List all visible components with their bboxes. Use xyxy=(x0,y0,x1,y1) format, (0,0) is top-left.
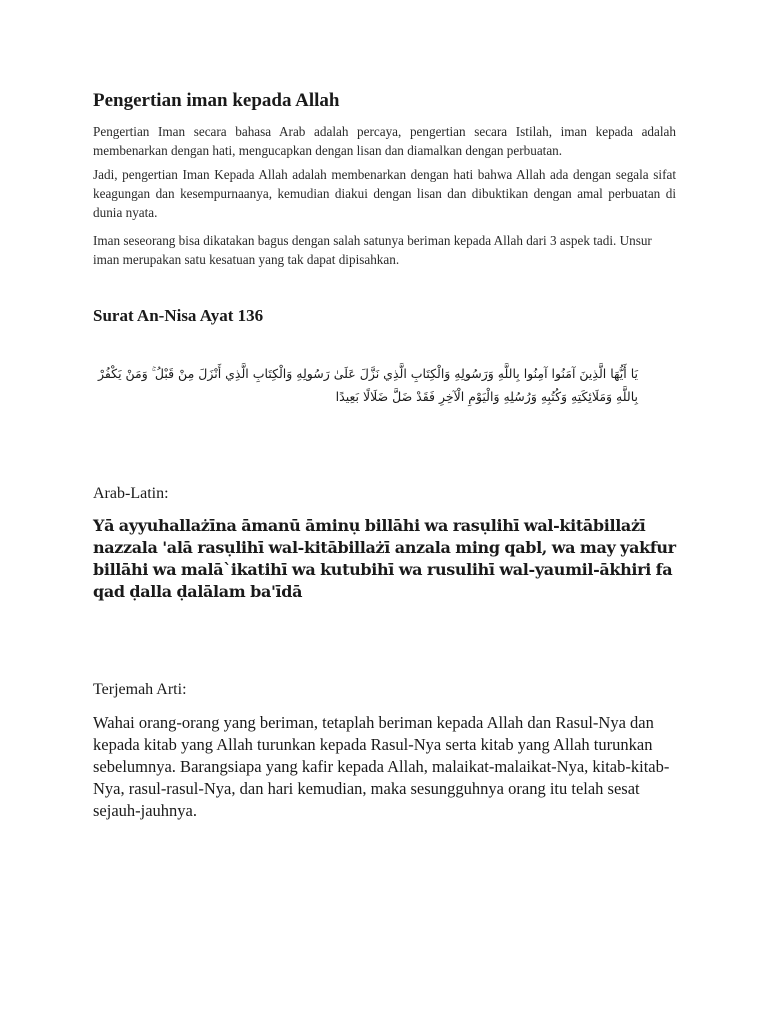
paragraph-aspects: Iman seseorang bisa dikatakan bagus dengan salah satunya beriman kepada Allah dari 3 aspek tadi. Unsur iman merupakan satu kesatuan yang tak dapat dipisahkan. xyxy=(93,233,652,267)
arab-latin-text: Yā ayyuhallażīna āmanū āminụ billāhi wa rasụlihī wal-kitābillażī nazzala 'alā rasụlihī wal-kitābillażī anzala ming qabl, wa may yakfur billāhi wa malā`ikatihī wa kutubihī wa rusulihī wal-yaumil-ākhiri fa qad ḍalla ḍalālam ba'īdā xyxy=(93,516,676,601)
translation-text: Wahai orang-orang yang beriman, tetaplah beriman kepada Allah dan Rasul-Nya dan kepada kitab yang Allah turunkan kepada Rasul-Nya serta kitab yang Allah turunkan sebelumnya. Barangsiapa yang kafir kepada Allah, malaikat-malaikat-Nya, kitab-kitab-Nya, rasul-rasul-Nya, dan hari kemudian, maka sesungguhnya orang itu telah sesat sejauh-jauhnya. xyxy=(93,713,670,820)
section-title-surah: Surat An-Nisa Ayat 136 xyxy=(93,306,264,325)
page-title: Pengertian iman kepada Allah xyxy=(93,90,340,111)
arab-latin-label: Arab-Latin: xyxy=(93,485,169,502)
paragraph-meaning: Jadi, pengertian Iman Kepada Allah adalah membenarkan dengan hati bahwa Allah ada dengan segala sifat keagungan dan kesempurnaanya, kemudian diakui dengan lisan dan dibuktikan dengan amal perbuatan di dunia nyata. xyxy=(93,167,676,220)
paragraph-definition: Pengertian Iman secara bahasa Arab adalah percaya, pengertian secara Istilah, iman kepada adalah membenarkan dengan hati, mengucapkan dengan lisan dan diamalkan dengan perbuatan. xyxy=(93,124,676,158)
arabic-verse: يَا أَيُّهَا الَّذِينَ آمَنُوا آمِنُوا بِاللَّهِ وَرَسُولِهِ وَالْكِتَابِ الَّذِي نَزَّلَ عَلَىٰ رَسُولِهِ وَالْكِتَابِ الَّذِي أَنْزَلَ مِنْ قَبْلُ ۚ وَمَنْ يَكْفُرْ بِاللَّهِ وَمَلَائِكَتِهِ وَكُتُبِهِ وَرُسُلِهِ وَالْيَوْمِ الْآخِرِ فَقَدْ ضَلَّ ضَلَالًا بَعِيدًا xyxy=(97,366,638,404)
translation-label: Terjemah Arti: xyxy=(93,681,187,698)
